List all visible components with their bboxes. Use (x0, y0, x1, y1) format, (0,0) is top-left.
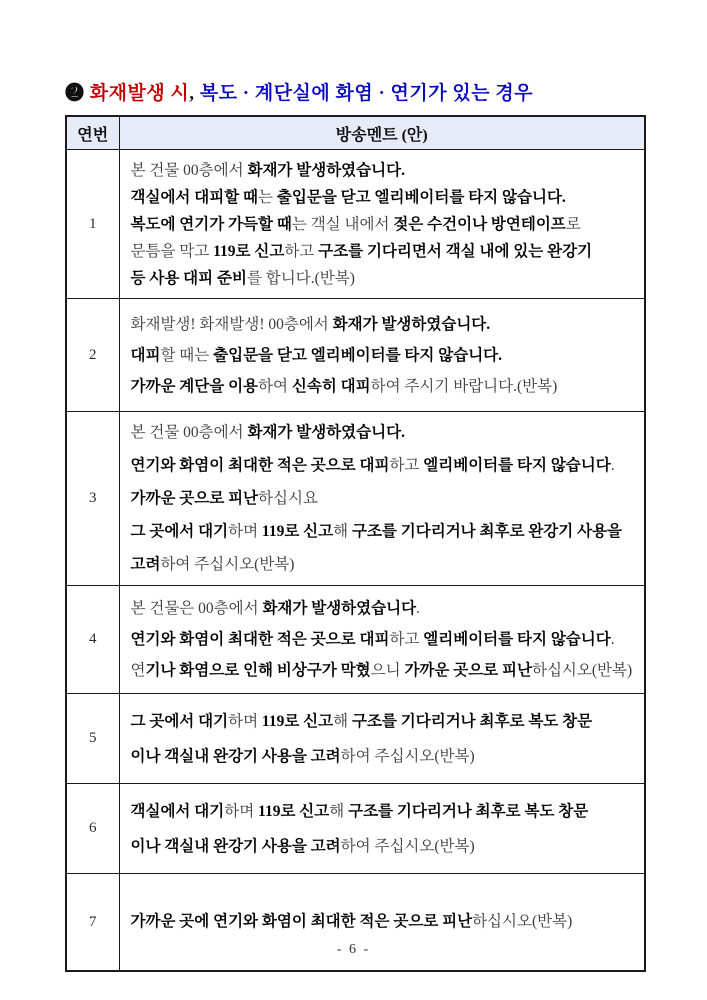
row-number: 5 (66, 694, 119, 784)
title-blue-text: 복도 · 계단실에 화염 · 연기가 있는 경우 (199, 83, 534, 104)
table-row (66, 586, 645, 694)
text-line: 연기나 화염으로 인해 비상구가 막혔으니 가까운 곳으로 피난하십시오(반복) (130, 662, 633, 679)
table-row (66, 784, 645, 874)
text-line: 그 곳에서 대기하며 119로 신고해 구조를 기다리거나 최후로 복도 창문 (130, 712, 593, 730)
text-line: 가까운 계단을 이용하여 신속히 대피하여 주시기 바랍니다.(반복) (130, 377, 558, 395)
text-line: 대피할 때는 출입문을 닫고 엘리베이터를 타지 않습니다. (130, 346, 503, 364)
text-line: 가까운 곳으로 피난하십시요 (130, 490, 318, 507)
text-line: 고려하여 주십시오(반복) (130, 556, 295, 573)
row-script-text (119, 150, 645, 299)
row-number: 1 (66, 150, 119, 299)
text-line: 본 건물 00층에서 화재가 발생하였습니다. (130, 424, 405, 441)
text-line: 문틈을 막고 119로 신고하고 구조를 기다리면서 객실 내에 있는 완강기 (130, 242, 593, 260)
text-line: 가까운 곳에 연기와 화염이 최대한 적은 곳으로 피난하십시오(반복) (130, 913, 573, 930)
text-line: 화재발생! 화재발생! 00층에서 화재가 발생하였습니다. (130, 315, 491, 333)
text-line: 본 건물은 00층에서 화재가 발생하였습니다. (130, 600, 420, 617)
row-number: 7 (66, 874, 119, 972)
text-line: 객실에서 대피할 때는 출입문을 닫고 엘리베이터를 타지 않습니다. (130, 188, 566, 206)
title-red-text: 화재발생 시 (89, 83, 190, 104)
row-number: 3 (66, 412, 119, 586)
title-comma: , (189, 83, 195, 104)
text-line: 본 건물 00층에서 화재가 발생하였습니다. (130, 161, 405, 179)
title-bullet-icon: ❷ (65, 83, 85, 104)
table-header-row (66, 116, 645, 150)
row-number: 4 (66, 586, 119, 694)
header-broadcast-script: 방송멘트 (안) (119, 116, 645, 150)
page-title (65, 78, 533, 105)
row-script-text (119, 412, 645, 586)
broadcast-script-table (65, 115, 646, 972)
row-number: 2 (66, 299, 119, 412)
text-line: 이나 객실내 완강기 사용을 고려하여 주십시오(반복) (130, 837, 475, 855)
text-line: 연기와 화염이 최대한 적은 곳으로 대피하고 엘리베이터를 타지 않습니다. (130, 631, 615, 648)
text-line: 복도에 연기가 가득할 때는 객실 내에서 젖은 수건이나 방연테이프로 (130, 215, 581, 233)
page-number: - 6 - (336, 942, 371, 957)
row-script-text (119, 299, 645, 412)
row-script-text (119, 784, 645, 874)
row-number: 6 (66, 784, 119, 874)
text-line: 연기와 화염이 최대한 적은 곳으로 대피하고 엘리베이터를 타지 않습니다. (130, 457, 615, 474)
text-line: 등 사용 대피 준비를 합니다.(반복) (130, 269, 355, 287)
table-row (66, 694, 645, 784)
table-row (66, 412, 645, 586)
text-line: 객실에서 대기하며 119로 신고해 구조를 기다리거나 최후로 복도 창문 (130, 802, 589, 820)
row-script-text (119, 586, 645, 694)
table-row (66, 150, 645, 299)
broadcast-script-table-wrap (65, 115, 646, 972)
row-script-text (119, 694, 645, 784)
table-body (66, 150, 645, 972)
text-line: 이나 객실내 완강기 사용을 고려하여 주십시오(반복) (130, 747, 475, 765)
header-serial-number: 연번 (66, 116, 119, 150)
table-row (66, 299, 645, 412)
text-line: 그 곳에서 대기하며 119로 신고해 구조를 기다리거나 최후로 완강기 사용을 (130, 523, 623, 540)
